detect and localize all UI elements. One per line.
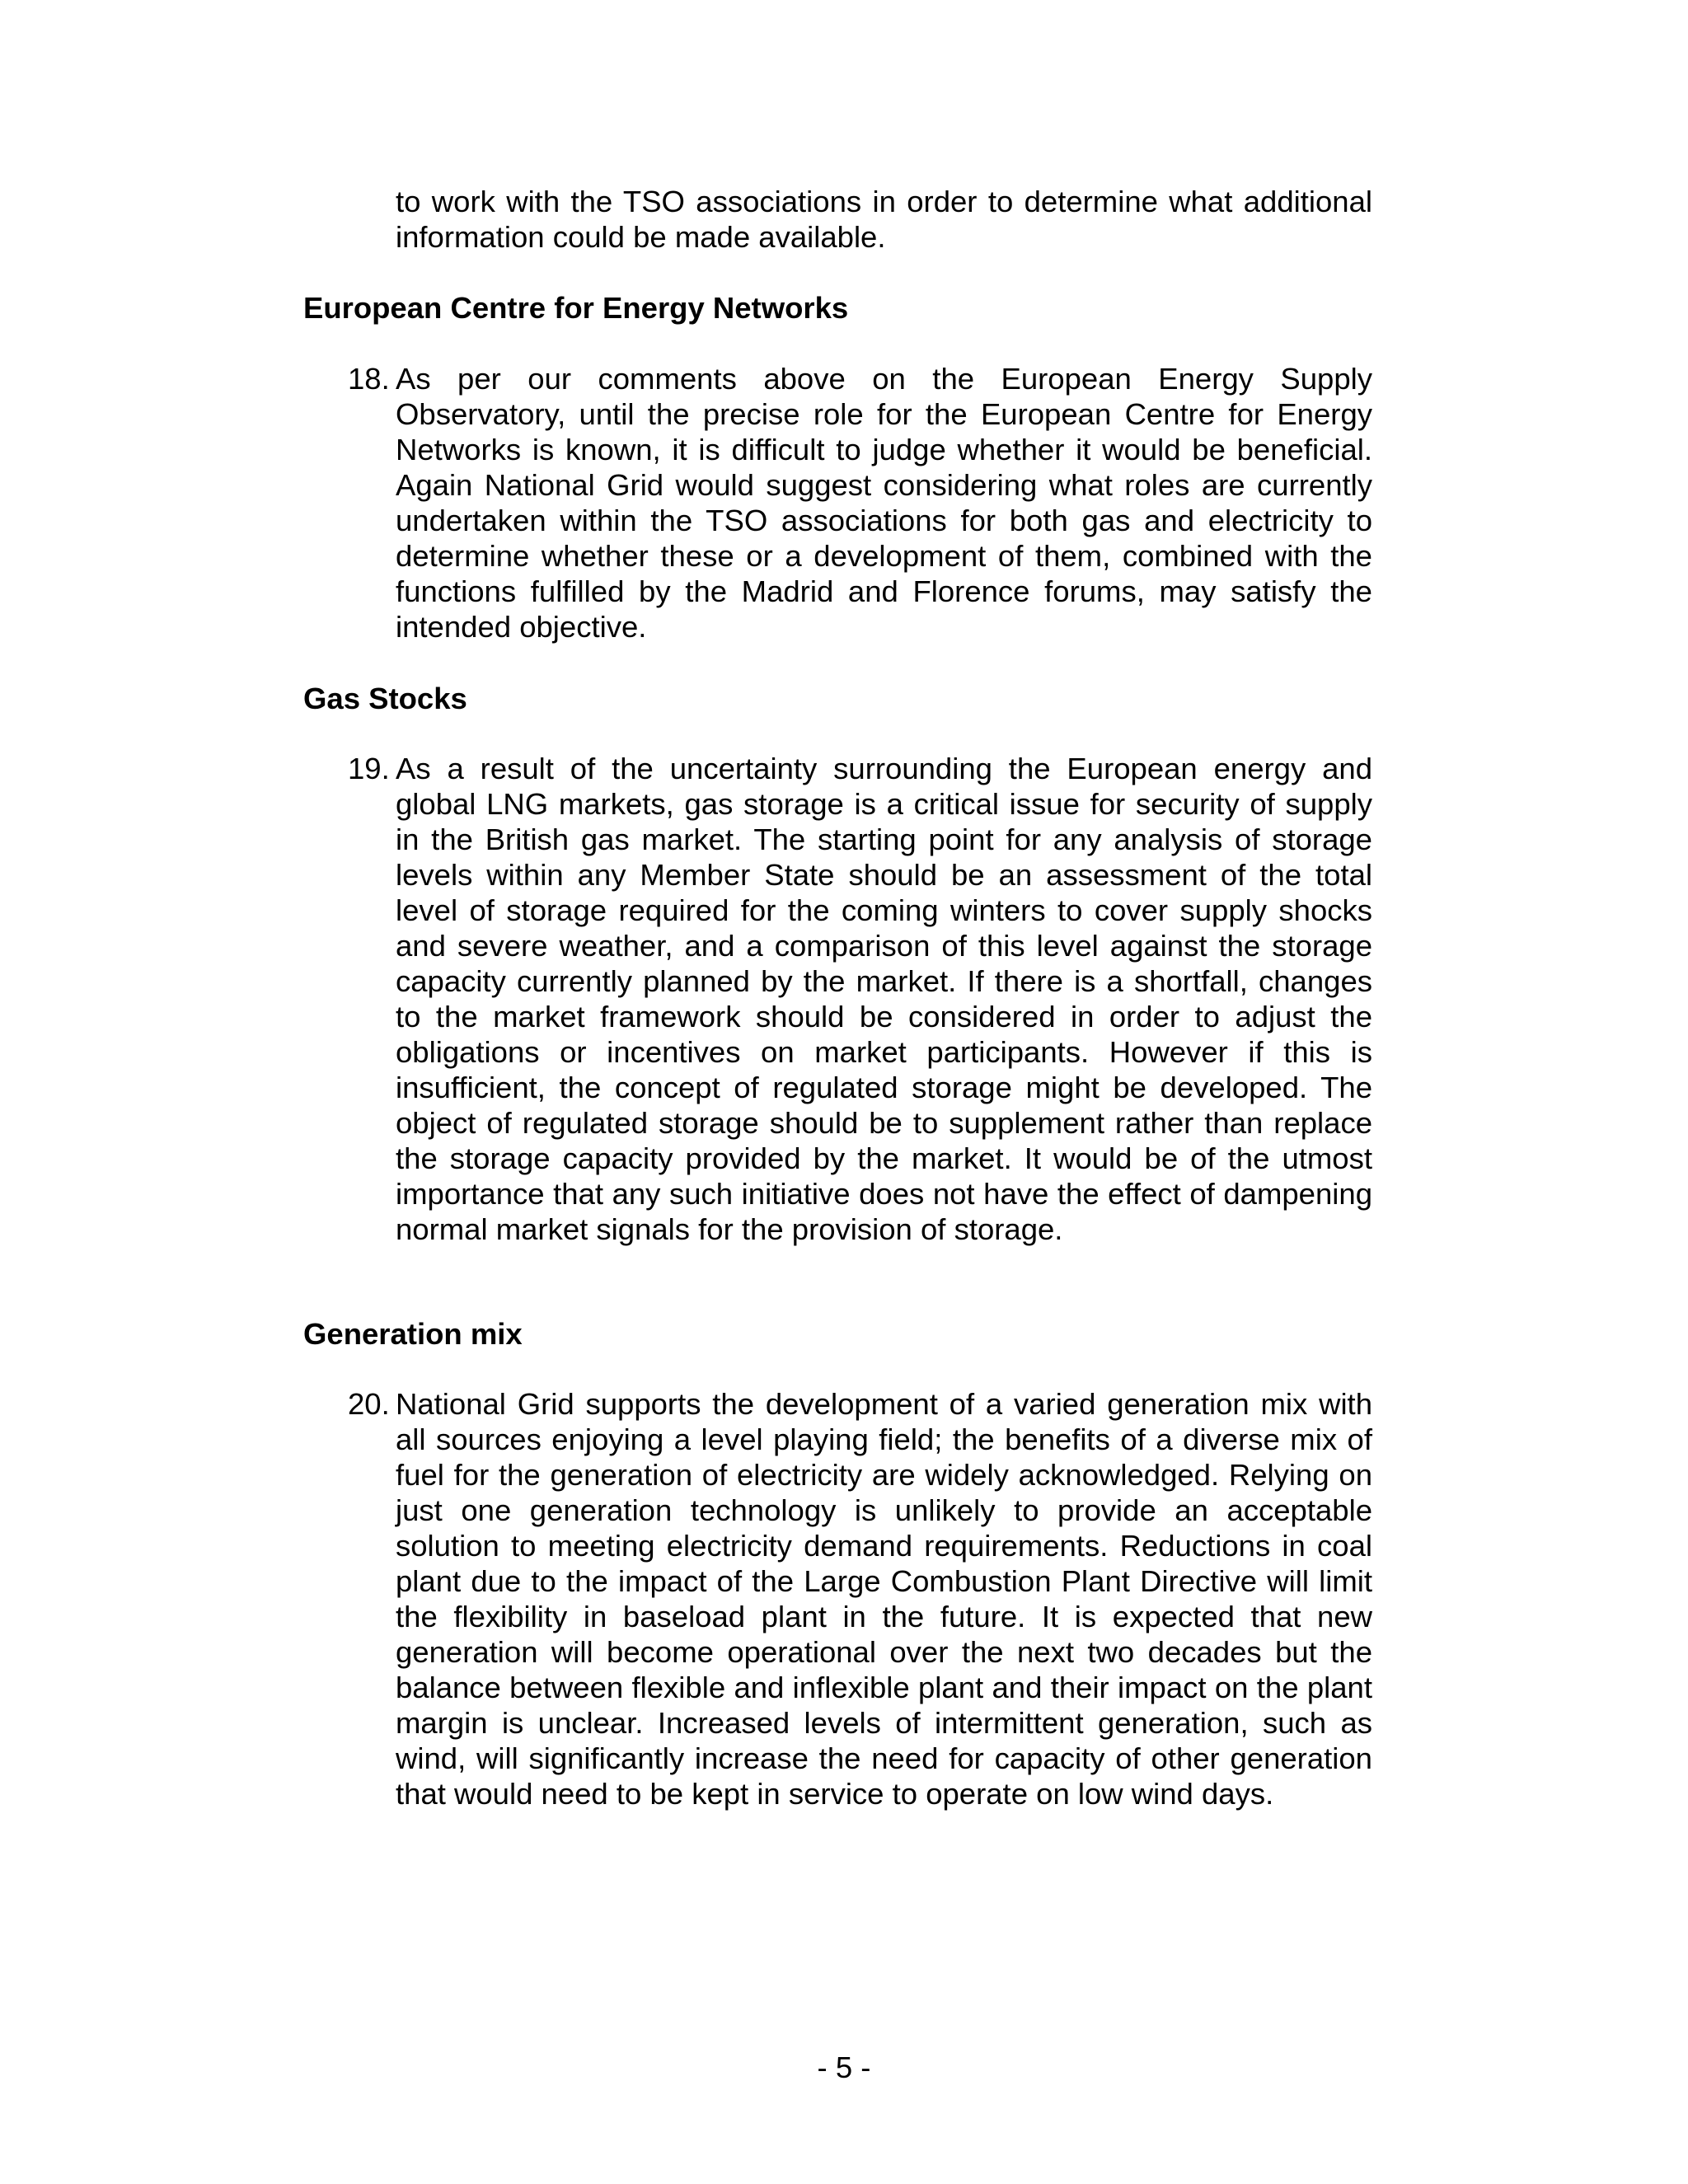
paragraph-number-20: 20. xyxy=(348,1387,390,1421)
paragraph-19: As a result of the uncertainty surrounding the European energy and global LNG markets, gas storage is a critical issue for security of supply in the British gas market. The starting point for any analysis of storage levels within any Member State should be an assessment of the total level of storage required for the coming winters to cover supply shocks and severe weather, and a comparison of this level against the storage capacity currently planned by the market. If there is a shortfall, changes to the market framework should be considered in order to adjust the obligations or incentives on market participants. However if this is insufficient, the concept of regulated storage might be developed. The object of regulated storage should be to supplement rather than replace the storage capacity provided by the market. It would be of the utmost importance that any such initiative does not have the effect of dampening normal market signals for the provision of storage. xyxy=(396,752,1372,1246)
section-heading-generation-mix: Generation mix xyxy=(303,1317,523,1351)
page-number: - 5 - xyxy=(817,2050,871,2084)
continuation-paragraph: to work with the TSO associations in order to determine what additional information could be made available. xyxy=(396,185,1372,254)
paragraph-18: As per our comments above on the European Energy Supply Observatory, until the precise role for the European Centre for Energy Networks is known, it is difficult to judge whether it would be beneficial. Again National Grid would suggest considering what roles are currently undertaken within the TSO associations for both gas and electricity to determine whether these or a development of them, combined with the functions fulfilled by the Madrid and Florence forums, may satisfy the intended objective. xyxy=(396,362,1372,644)
paragraph-20: National Grid supports the development of a varied generation mix with all sources enjoying a level playing field; the benefits of a diverse mix of fuel for the generation of electricity are widely acknowledged. Relying on just one generation technology is unlikely to provide an acceptable solution to meeting electricity demand requirements. Reductions in coal plant due to the impact of the Large Combustion Plant Directive will limit the flexibility in baseload plant in the future. It is expected that new generation will become operational over the next two decades but the balance between flexible and inflexible plant and their impact on the plant margin is unclear. Increased levels of intermittent generation, such as wind, will significantly increase the need for capacity of other generation that would need to be kept in service to operate on low wind days. xyxy=(396,1387,1372,1811)
paragraph-number-19: 19. xyxy=(348,752,390,785)
paragraph-number-18: 18. xyxy=(348,362,390,396)
section-heading-gas-stocks: Gas Stocks xyxy=(303,682,467,715)
section-heading-energy-networks: European Centre for Energy Networks xyxy=(303,291,849,325)
